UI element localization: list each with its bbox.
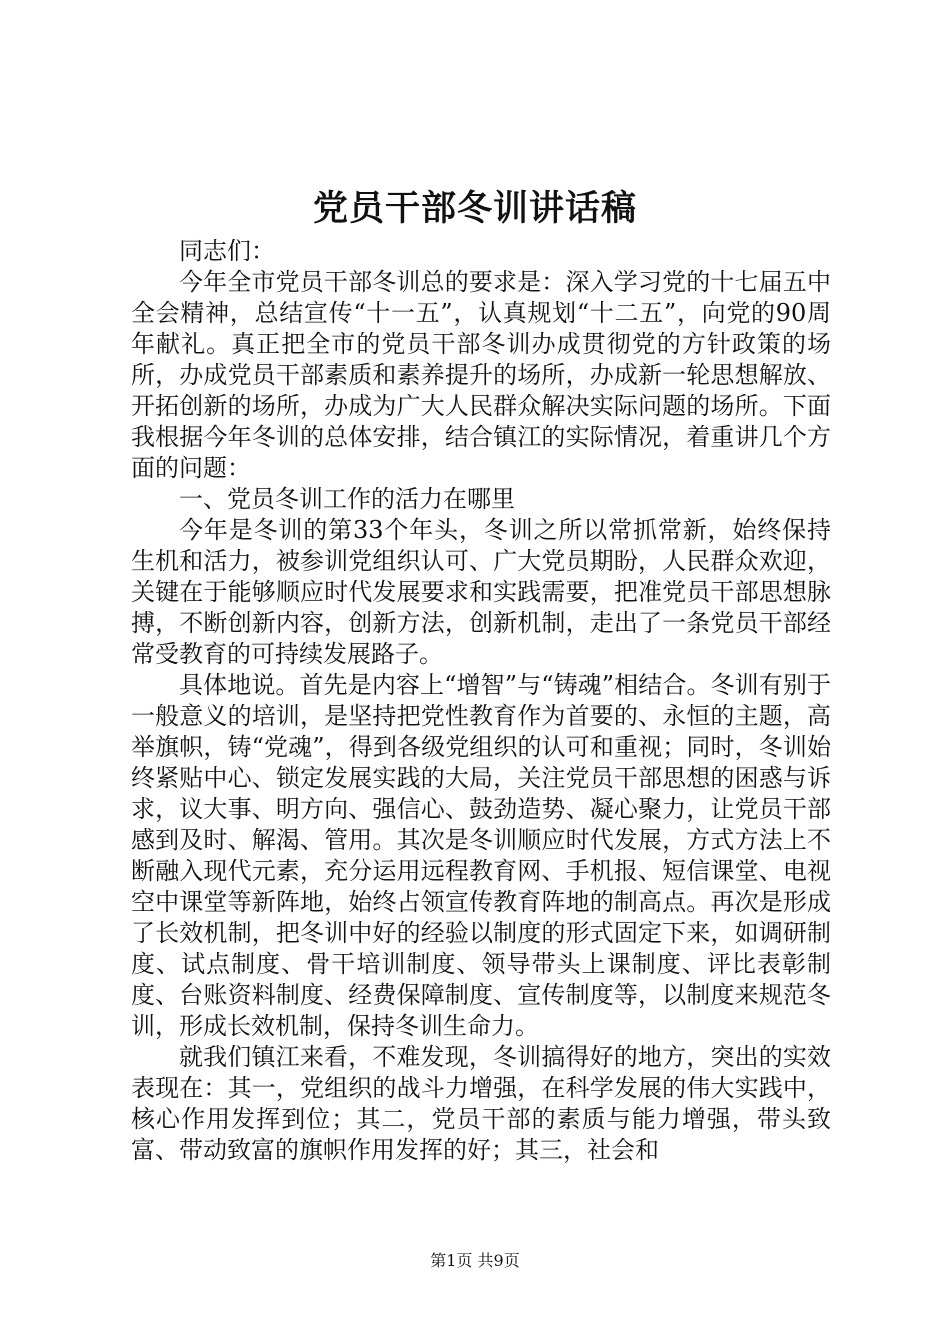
body-paragraph: 就我们镇江来看，不难发现，冬训搞得好的地方，突出的实效表现在：其一，党组织的战斗力增强，在科学发展的伟大实践中，核心作用发挥到位；其二，党员干部的素质与能力增强，带头致富、带动致富的旗帜作用发挥的好；其三，社会和 <box>131 1043 831 1164</box>
document-body <box>131 236 831 1166</box>
body-paragraph: 具体地说。首先是内容上“增智”与“铸魂”相结合。冬训有别于一般意义的培训，是坚持把党性教育作为首要的、永恒的主题，高举旗帜，铸“党魂”，得到各级党组织的认可和重视；同时，冬训始终紧贴中心、锁定发展实践的大局，关注党员干部思想的困惑与诉求，议大事、明方向、强信心、鼓劲造势、凝心聚力，让党员干部感到及时、解渴、管用。其次是冬训顺应时代发展，方式方法上不断融入现代元素，充分运用远程教育网、手机报、短信课堂、电视空中课堂等新阵地，始终占领宣传教育阵地的制高点。再次是形成了长效机制，把冬训中好的经验以制度的形式固定下来，如调研制度、试点制度、骨干培训制度、领导带头上课制度、评比表彰制度、台账资料制度、经费保障制度、宣传制度等，以制度来规范冬训，形成长效机制，保持冬训生命力。 <box>131 671 831 1040</box>
salutation-paragraph: 同志们： <box>179 237 275 265</box>
page-number-footer: 第1页 共9页 <box>430 1251 520 1270</box>
body-paragraph: 今年是冬训的第33个年头，冬训之所以常抓常新，始终保持生机和活力，被参训党组织认可、广大党员期盼，人民群众欢迎，关键在于能够顺应时代发展要求和实践需要，把准党员干部思想脉搏，不断创新内容，创新方法，创新机制，走出了一条党员干部经常受教育的可持续发展路子。 <box>131 516 831 668</box>
section-heading: 一、党员冬训工作的活力在哪里 <box>179 485 515 513</box>
intro-paragraph: 今年全市党员干部冬训总的要求是：深入学习党的十七届五中全会精神，总结宣传“十一五”，认真规划“十二五”，向党的90周年献礼。真正把全市的党员干部冬训办成贯彻党的方针政策的场所，办成党员干部素质和素养提升的场所，办成新一轮思想解放、开拓创新的场所，办成为广大人民群众解决实际问题的场所。下面我根据今年冬训的总体安排，结合镇江的实际情况，着重讲几个方面的问题： <box>131 268 831 482</box>
document-title: 党员干部冬训讲话稿 <box>312 188 637 229</box>
